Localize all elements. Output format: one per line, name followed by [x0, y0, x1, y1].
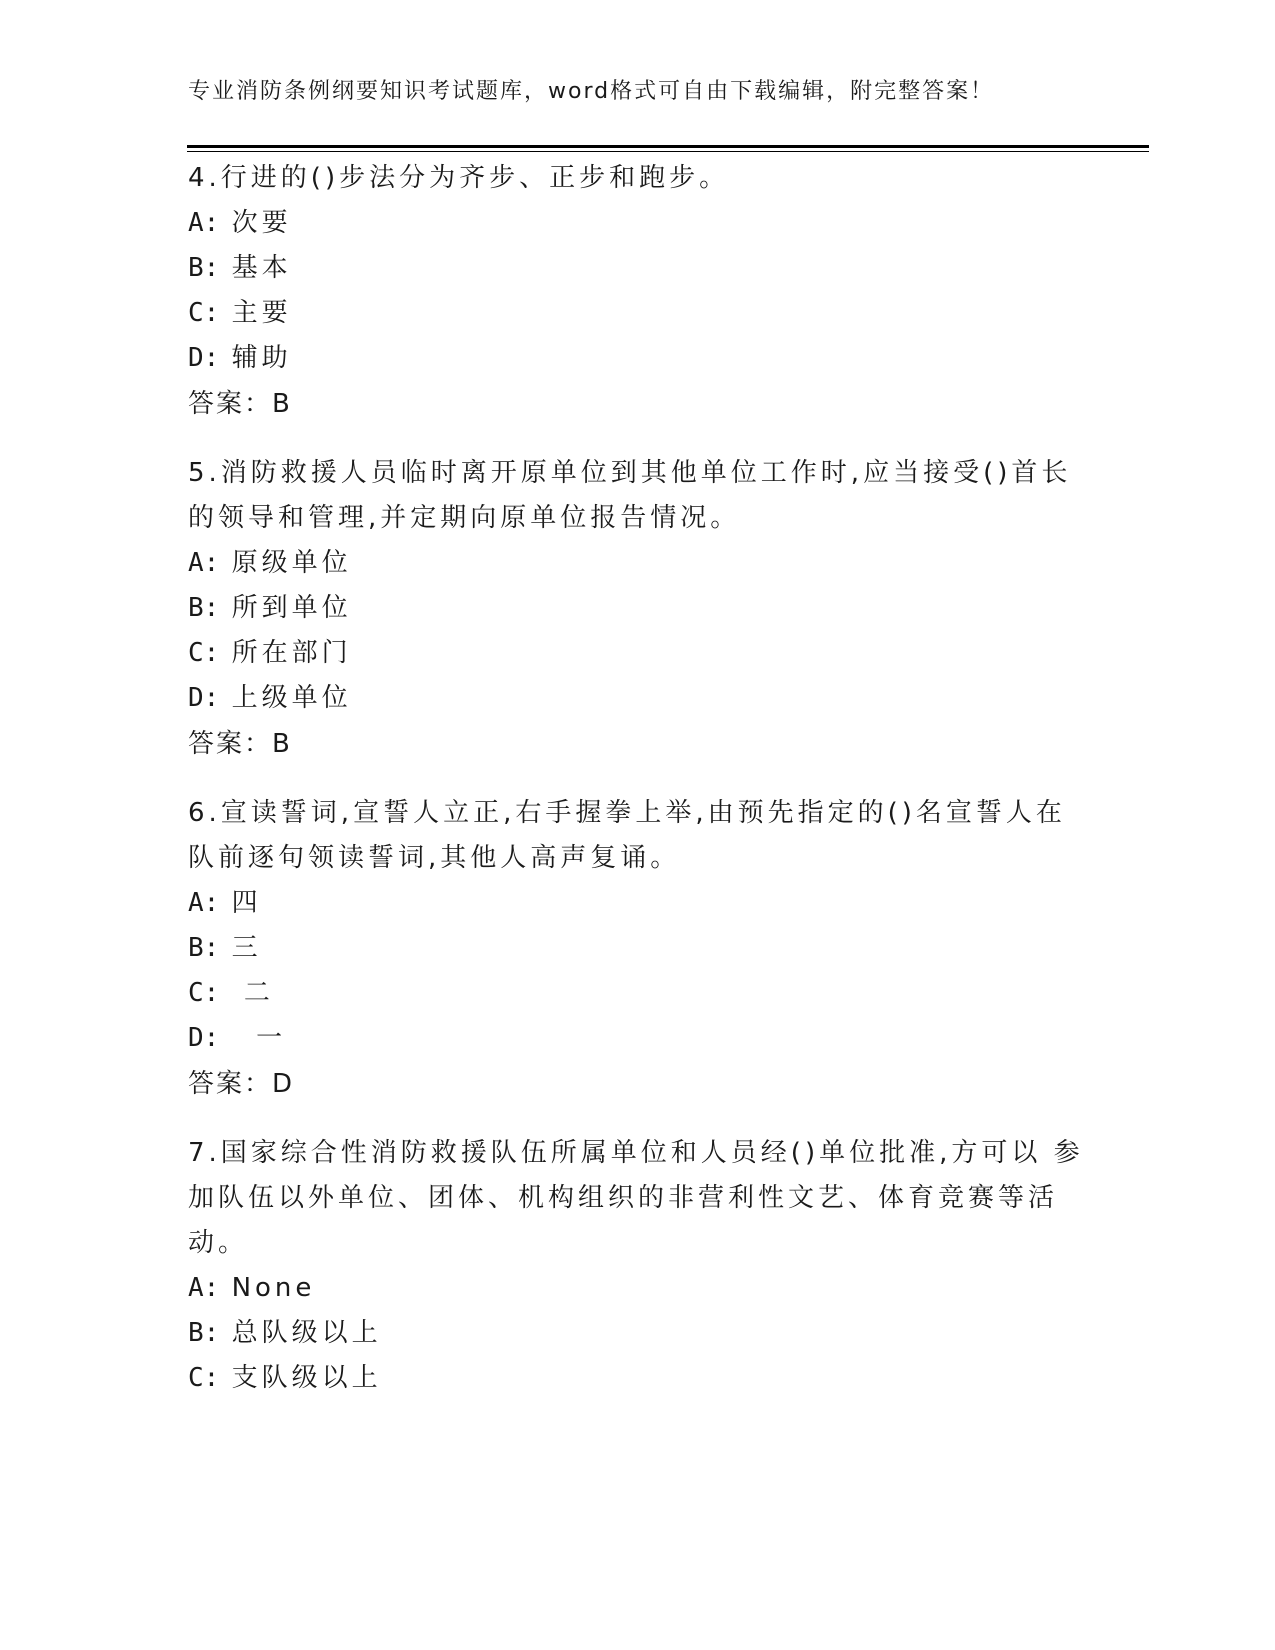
- option-a: [188, 881, 1088, 926]
- option-text: 辅助: [231, 343, 292, 373]
- option-key: A:: [188, 548, 220, 578]
- option-key: B:: [188, 1318, 220, 1348]
- option-key: C:: [188, 978, 220, 1008]
- question-7: [188, 1131, 1088, 1401]
- option-text: 上级单位: [231, 683, 352, 713]
- option-text: 四: [231, 888, 262, 918]
- option-text: 总队级以上: [231, 1318, 382, 1348]
- option-c: [188, 631, 1088, 676]
- option-text: 所在部门: [231, 638, 352, 668]
- answer-line: 答案：B: [188, 729, 292, 759]
- option-text: 次要: [231, 208, 292, 238]
- option-key: C:: [188, 1363, 220, 1393]
- option-a: [188, 541, 1088, 586]
- header-rule-thin: [187, 151, 1149, 152]
- answer-line: 答案：D: [188, 1069, 295, 1099]
- option-key: A:: [188, 208, 220, 238]
- option-text: 支队级以上: [231, 1363, 382, 1393]
- option-b: [188, 246, 1088, 291]
- question-list: [188, 156, 1088, 1425]
- option-b: [188, 1311, 1088, 1356]
- question-5: [188, 451, 1088, 767]
- option-c: [188, 1356, 1088, 1401]
- question-stem: 6.宣读誓词,宣誓人立正,右手握拳上举,由预先指定的()名宣誓人在队前逐句领读誓词,其他人高声复诵。: [188, 798, 1066, 873]
- option-text: None: [231, 1273, 316, 1303]
- option-key: D:: [188, 683, 220, 713]
- question-stem: 5.消防救援人员临时离开原单位到其他单位工作时,应当接受()首长的领导和管理,并定期向原单位报告情况。: [188, 458, 1072, 533]
- page-header: 专业消防条例纲要知识考试题库，word格式可自由下载编辑，附完整答案！: [188, 79, 995, 104]
- question-4: [188, 156, 1088, 427]
- option-key: B:: [188, 593, 220, 623]
- answer-line: 答案：B: [188, 389, 292, 419]
- option-key: C:: [188, 638, 220, 668]
- header-rule-thick: [187, 145, 1149, 148]
- option-d: [188, 336, 1088, 381]
- question-stem: 4.行进的()步法分为齐步、正步和跑步。: [188, 163, 730, 193]
- option-b: [188, 586, 1088, 631]
- option-key: A:: [188, 888, 220, 918]
- question-6: [188, 791, 1088, 1107]
- option-key: D:: [188, 1023, 220, 1053]
- option-c: [188, 291, 1088, 336]
- option-text: 三: [231, 933, 262, 963]
- option-text: 一: [231, 1023, 287, 1053]
- question-stem: 7.国家综合性消防救援队伍所属单位和人员经()单位批准,方可以 参加队伍以外单位、团体、机构组织的非营利性文艺、体育竞赛等活动。: [188, 1138, 1084, 1258]
- option-a: [188, 201, 1088, 246]
- option-c: [188, 971, 1088, 1016]
- option-text: 基本: [231, 253, 292, 283]
- option-key: C:: [188, 298, 220, 328]
- option-d: [188, 1016, 1088, 1061]
- option-text: 主要: [231, 298, 292, 328]
- option-key: B:: [188, 253, 220, 283]
- option-text: 所到单位: [231, 593, 352, 623]
- option-key: B:: [188, 933, 220, 963]
- option-text: 原级单位: [231, 548, 352, 578]
- option-key: D:: [188, 343, 220, 373]
- option-b: [188, 926, 1088, 971]
- option-d: [188, 676, 1088, 721]
- option-key: A:: [188, 1273, 220, 1303]
- option-text: 二: [231, 978, 274, 1008]
- option-a: [188, 1266, 1088, 1311]
